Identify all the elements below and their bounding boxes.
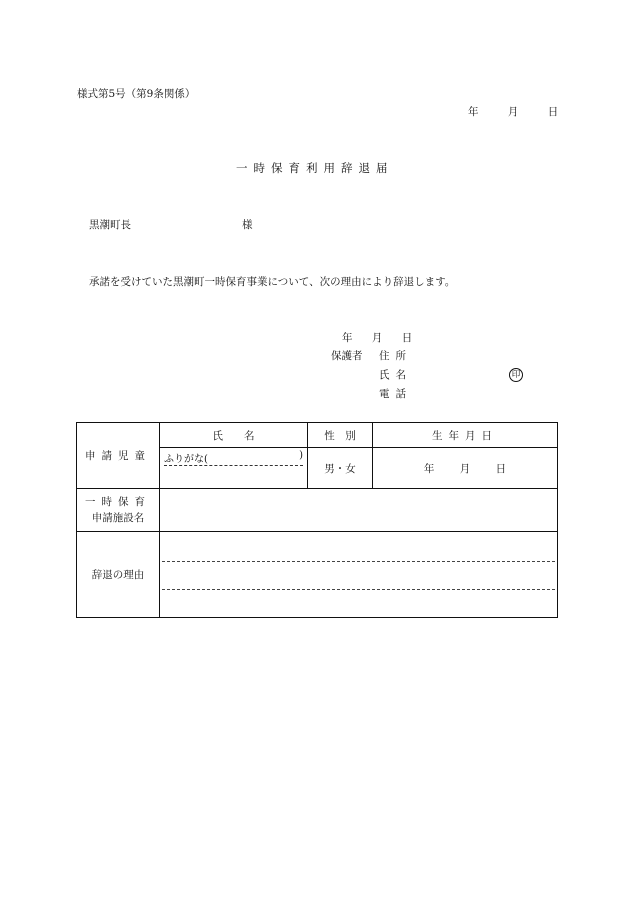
facility-label	[77, 489, 160, 532]
top-date-month: 月	[507, 106, 519, 118]
birth-month-label: 月	[459, 462, 471, 475]
applicant-date-day: 日	[401, 332, 413, 344]
reason-line-2	[162, 589, 555, 590]
statement-text: 承諾を受けていた黒潮町一時保育事業について、次の理由により辞退します。	[89, 276, 456, 288]
facility-label-line2: 申請施設名	[91, 512, 145, 524]
child-name-cell[interactable]	[160, 448, 308, 489]
birthdate-header: 生年月日	[373, 423, 558, 448]
top-date-year: 年	[468, 106, 479, 118]
reason-field[interactable]	[160, 532, 558, 618]
applicant-date	[342, 330, 412, 345]
facility-name-field[interactable]	[160, 489, 558, 532]
form-number: 様式第5号（第9条関係）	[77, 88, 196, 100]
seal-mark: 印	[509, 368, 523, 382]
info-table	[76, 422, 558, 618]
applicant-date-month: 月	[371, 332, 383, 344]
child-row-label: 申請児童	[77, 423, 160, 489]
gender-options[interactable]: 男・女	[308, 448, 373, 489]
guardian-label: 保護者	[331, 350, 363, 362]
top-date	[468, 104, 558, 119]
gender-header: 性 別	[308, 423, 373, 448]
reason-line-1	[162, 561, 555, 562]
furigana-close: )	[299, 450, 303, 461]
phone-label: 電話	[379, 388, 412, 400]
addressee-name: 黒潮町長	[89, 219, 131, 231]
address-label: 住所	[379, 350, 412, 362]
facility-label-line1: 一時保育	[85, 496, 151, 508]
applicant-date-year: 年	[342, 332, 353, 344]
furigana-label: ふりがな(	[164, 454, 208, 465]
reason-label: 辞退の理由	[77, 532, 160, 618]
top-date-day: 日	[547, 106, 559, 118]
birth-day-label: 日	[495, 462, 507, 475]
addressee-honorific: 様	[242, 219, 253, 231]
birth-year-label: 年	[423, 462, 435, 475]
birthdate-cell[interactable]	[373, 448, 558, 489]
furigana-field[interactable]	[164, 450, 303, 466]
page-title: 一時保育利用辞退届	[236, 161, 394, 175]
name-label: 氏名	[379, 369, 412, 381]
name-header: 氏 名	[160, 423, 308, 448]
